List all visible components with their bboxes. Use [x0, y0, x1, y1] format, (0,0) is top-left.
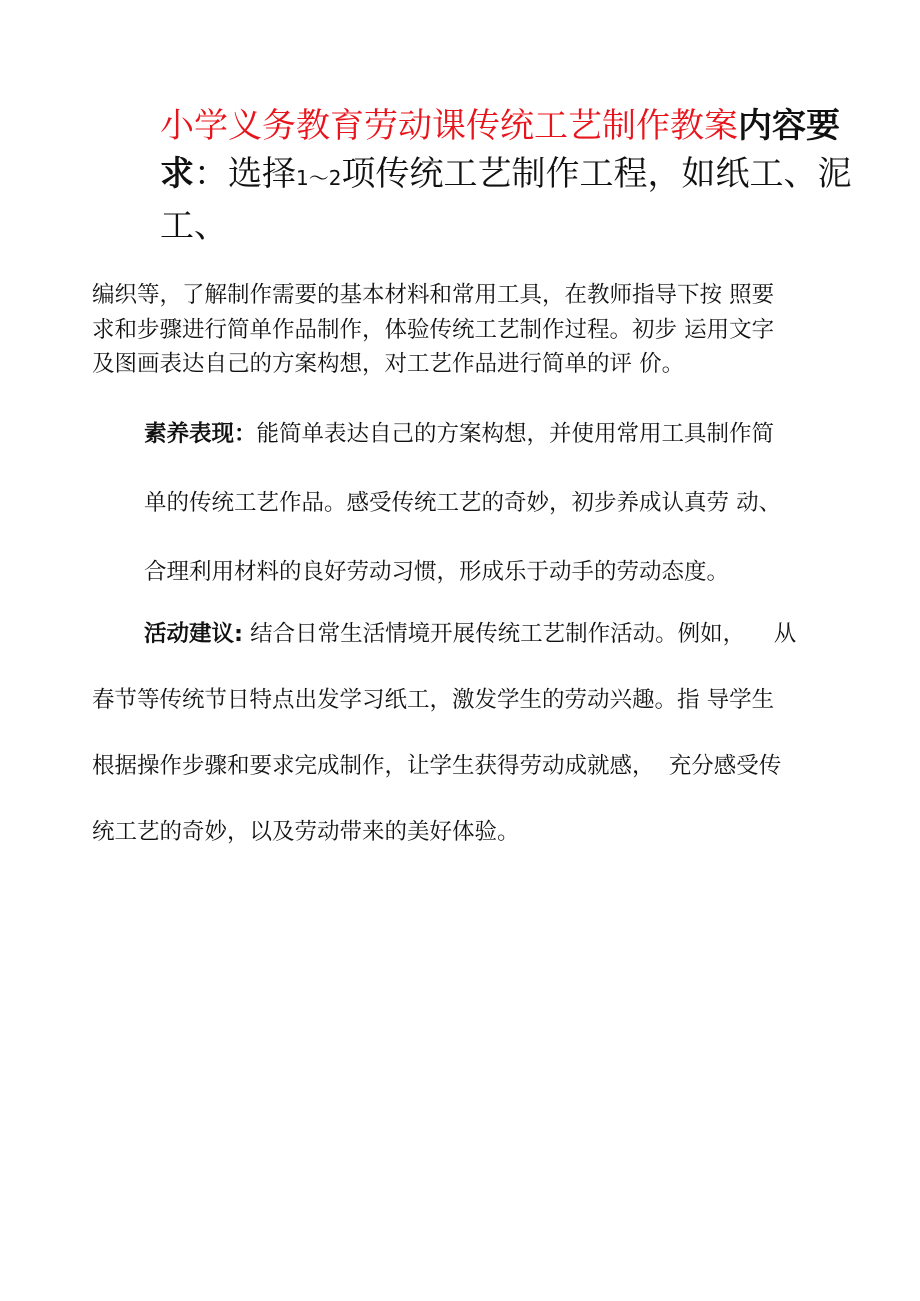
- activity-line: 根据操作步骤和要求完成制作，让学生获得劳动成就感， 充分感受传: [92, 753, 782, 779]
- heading-content-label: 内容要求: [160, 106, 840, 194]
- heading-number-range: 1～2: [296, 166, 342, 190]
- activity-line: 结合日常生活情境开展传统工艺制作活动。例如， 从: [243, 621, 797, 647]
- activity-section: [92, 601, 796, 865]
- literacy-line: 单的传统工艺作品。感受传统工艺的奇妙，初步养成认真劳 动、: [144, 490, 782, 516]
- intro-line: 求和步骤进行简单作品制作，体验传统工艺制作过程。初步 运用文字: [92, 316, 775, 343]
- activity-first-line: [92, 601, 796, 667]
- heading-text-select: 选择: [228, 154, 296, 194]
- intro-line: 编织等，了解制作需要的基本材料和常用工具，在教师指导下按 照要: [92, 282, 775, 308]
- literacy-section: [92, 400, 781, 607]
- literacy-line: 能简单表达自己的方案构想，并使用常用工具制作简: [256, 421, 775, 447]
- intro-paragraph: [92, 278, 774, 382]
- activity-label: 活动建议:: [144, 621, 243, 647]
- literacy-first-line: [92, 400, 781, 469]
- heading-text-line: 项传统工艺制作工程，如纸工、泥工、: [160, 154, 852, 246]
- intro-line: 及图画表达自己的方案构想，对工艺作品进行简单的评 价。: [92, 351, 685, 377]
- literacy-label: 素养表现：: [144, 421, 257, 447]
- heading-title: 小学义务教育劳动课传统工艺制作教案: [160, 106, 738, 146]
- activity-line: 春节等传统节日特点出发学习纸工，激发学生的劳动兴趣。指 导学生: [92, 687, 775, 713]
- literacy-line: 合理利用材料的良好劳动习惯，形成乐于动手的劳动态度。: [144, 559, 730, 585]
- activity-line: 统工艺的奇妙，以及劳动带来的美好体验。: [92, 819, 520, 845]
- heading-colon: ：: [194, 154, 228, 194]
- document-heading: [160, 102, 860, 250]
